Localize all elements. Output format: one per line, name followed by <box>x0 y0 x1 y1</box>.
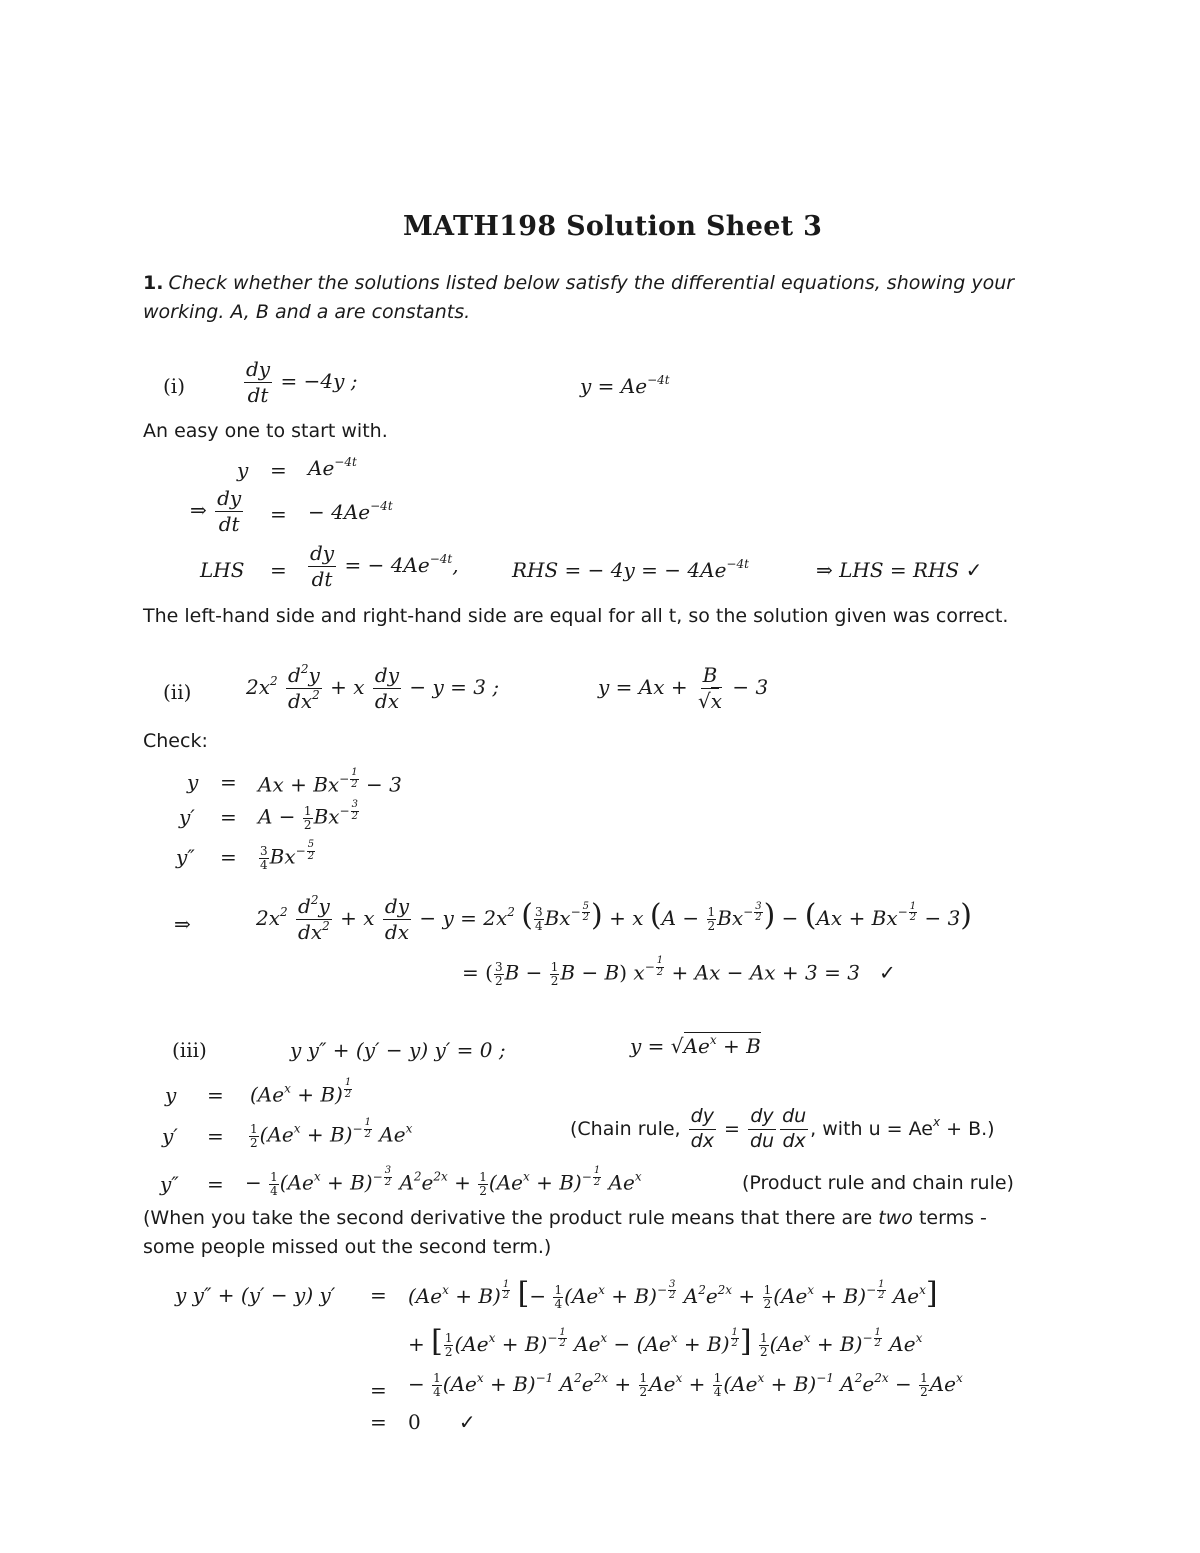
chain-rule-note: (Chain rule, $\frac{dy}{dx}$ = $\frac{dy}{du}$ $\frac{du}{dx}$ , with $u = Ae^x + B$.) <box>570 1105 995 1152</box>
part-i-line2: ⇒ $\frac{dy}{dt}$ <box>190 486 242 536</box>
eq-sign: = <box>220 845 237 869</box>
instruction-line-2: working. A, B and a are constants. <box>143 301 471 323</box>
part-iii-final-result: 0 ✓ <box>408 1410 476 1434</box>
instruction-line-1: Check whether the solutions listed below satisfy the differential equations, showing your <box>168 272 1015 294</box>
part-iii-equation: y y″ + (y′ − y) y′ = 0 ; <box>290 1038 506 1062</box>
part-ii-yprime-rhs: A − $\frac{1}{2}$ $Bx^{- \frac{3}{2}}$ <box>258 799 358 832</box>
part-ii-result: = ( $\frac{3}{2}$ B − $\frac{1}{2}$ B − B) $x^{- \frac{1}{2}}$ + Ax − Ax + 3 = 3 ✓ <box>462 955 896 988</box>
part-i-line1: y <box>237 458 249 482</box>
part-ii-substitution: $2x^2$ $\frac{d^2y}{dx^2}$ + x $\frac{dy}{dx}$ − $y = 2x^2$ ( $\frac{3}{4}$ $Bx^{- \frac{5}{2}}$ ) + x (A − $\frac{1}{2}$ $Bx^{- \frac{3}{2}}$ ) − ($Ax + Bx^{- \frac{1}{2}}$ − 3) <box>256 893 973 944</box>
part-iii-solution: $y = √Ae^x + B$ <box>630 1033 761 1058</box>
eq-sign: = <box>207 1172 224 1196</box>
part-i-label: (i) <box>163 374 186 398</box>
part-iii-ydoubleprime: y″ <box>160 1172 179 1196</box>
part-iii-yprime: y′ <box>162 1124 178 1148</box>
part-i-intro: An easy one to start with. <box>143 420 388 442</box>
chain-rule-note-c: + B.) <box>940 1117 995 1140</box>
part-iii-yprime-rhs: $\frac{1}{2}$ $(Ae^x + B)^{- \frac{1}{2}}$ Ae$^x$ <box>250 1117 413 1150</box>
part-ii-equation: $2x^2$ $\frac{d^2y}{dx^2}$ + x $\frac{dy}{dx}$ − y = 3 ; <box>246 662 500 713</box>
eq-sign: = <box>270 558 287 582</box>
eq-sign: = <box>207 1083 224 1107</box>
eq-sign: = <box>207 1124 224 1148</box>
part-ii-label: (ii) <box>163 680 192 704</box>
part-ii-y: y <box>187 770 199 794</box>
part-i-rhs: RHS = − 4y = − $4Ae^{-4t}$ <box>512 557 749 582</box>
part-i-solution: $y = Ae^{-4t}$ <box>580 373 670 398</box>
part-ii-solution: y = Ax + $\frac{B}{√x}$ − 3 <box>598 663 769 713</box>
part-iii-y: y <box>165 1083 177 1107</box>
eq-sign: = <box>370 1410 387 1434</box>
page-title: MATH198 Solution Sheet 3 <box>403 211 823 242</box>
question-instruction <box>143 272 1014 294</box>
product-rule-note: (Product rule and chain rule) <box>742 1172 1014 1194</box>
chain-rule-note-a: (Chain rule, <box>570 1117 681 1140</box>
remark-line-1: (When you take the second derivative the product rule means that there are two terms - <box>143 1207 987 1229</box>
part-iii-final-line1: $(Ae^x + B)$ $^{\frac{1}{2}}$ [− $\frac{1}{4}$ $(Ae^x + B)^{- \frac{3}{2}}$ $A^2e^{2x}$ + $\frac{1}{2}$ $(Ae^x + B)^{- \frac{1}{2}}$ Ae$^x$] <box>408 1276 938 1311</box>
part-iii-y-rhs: $(Ae^x + B)$ $^{\frac{1}{2}}$ <box>250 1077 352 1107</box>
part-i-line1-rhs: $Ae^{-4t}$ <box>308 455 357 480</box>
part-i-result: ⇒ LHS = RHS ✓ <box>816 558 983 582</box>
part-iii-final-line3: − $\frac{1}{4}$ $(Ae^x + B)^{-1}$ $A^2e^{2x}$ + $\frac{1}{2}$ $Ae^x$ + $\frac{1}{4}$ $(Ae^x + B)^{-1}$ $A^2e^{2x}$ − $\frac{1}{2}$ Ae$^x$ <box>408 1371 963 1399</box>
eq-sign: = <box>220 805 237 829</box>
question-number: 1. <box>143 272 164 294</box>
part-i-line3: $\frac{dy}{dt}$ = − $4Ae^{-4t}$, <box>310 541 459 591</box>
part-ii-yprime: y′ <box>179 805 195 829</box>
remark-line-2: some people missed out the second term.) <box>143 1236 552 1258</box>
part-iii-final-line2: + [ $\frac{1}{2}$ $(Ae^x + B)^{- \frac{1}{2}}$ $Ae^x - (Ae^x + B)$ $^{\frac{1}{2}}$ ] $\frac{1}{2}$ $(Ae^x + B)^{- \frac{1}{2}}$ Ae$^x$ <box>408 1324 923 1359</box>
part-i-equation: $\frac{dy}{dt}$ = −4y ; <box>246 357 358 407</box>
implies-arrow: ⇒ <box>174 912 191 936</box>
part-iii-final-lhs: y y″ + (y′ − y) y′ <box>175 1283 336 1307</box>
part-ii-ydoubleprime: y″ <box>176 845 195 869</box>
eq-sign: = <box>370 1283 387 1307</box>
part-iii-label: (iii) <box>172 1038 207 1062</box>
part-i-lhs-label: LHS <box>200 558 245 582</box>
part-i-conclusion: The left-hand side and right-hand side are equal for all t, so the solution given was correct. <box>143 605 1009 627</box>
eq-sign: = <box>370 1378 387 1402</box>
part-ii-y-rhs: $Ax + Bx^{- \frac{1}{2}}$ − 3 <box>258 767 402 797</box>
eq-sign: = <box>220 770 237 794</box>
chain-rule-note-b: , with u = Ae <box>810 1117 933 1140</box>
part-i-line2-rhs: − $4Ae^{-4t}$ <box>308 499 393 524</box>
part-iii-ydoubleprime-rhs: − $\frac{1}{4}$ $(Ae^x + B)^{- \frac{3}{2}}$ $A^2e^{2x}$ + $\frac{1}{2}$ $(Ae^x + B)^{- \frac{1}{2}}$ Ae$^x$ <box>245 1165 642 1198</box>
eq-sign: = <box>270 502 287 526</box>
part-ii-check: Check: <box>143 730 208 752</box>
part-ii-ydoubleprime-rhs: $\frac{3}{4}$ $Bx^{- \frac{5}{2}}$ <box>260 839 315 872</box>
eq-sign: = <box>270 458 287 482</box>
